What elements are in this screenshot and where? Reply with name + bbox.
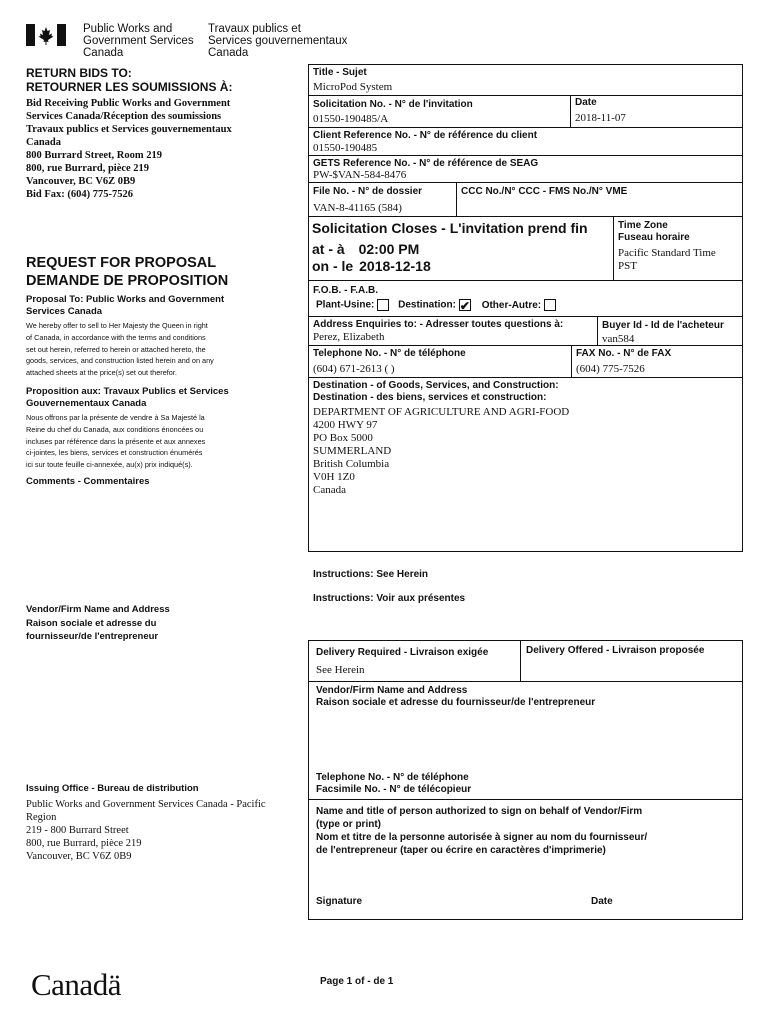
vendor-facsimile-label: Facsimile No. - N° de télécopieur (316, 784, 472, 795)
offer-text-french (26, 412, 205, 471)
title-label: Title - Sujet (313, 67, 367, 78)
vendor-firm-label-line: Raison sociale et adresse du fournisseur/de l'entrepreneur (316, 697, 596, 708)
page-number: Page 1 of - de 1 (320, 976, 394, 987)
offer-line: set out herein, referred to herein or attached hereto, the (26, 344, 206, 354)
destination-line: PO Box 5000 (313, 432, 373, 444)
tz-value-line: Pacific Standard Time (618, 247, 716, 259)
issuing-line: 800, rue Burrard, pièce 219 (26, 838, 142, 849)
fob-plant-checkbox[interactable] (377, 299, 389, 311)
title-value: MicroPod System (313, 81, 393, 93)
authorized-person-label (316, 805, 647, 857)
address-line: 800, rue Burrard, pièce 219 (26, 163, 150, 174)
closing-time-value: 02:00 PM (358, 241, 420, 257)
fax-label: FAX No. - N° de FAX (576, 348, 672, 359)
buyer-id-value: van584 (602, 333, 635, 345)
authorized-person-field[interactable] (312, 860, 740, 890)
dept-en-line: Public Works and (83, 23, 173, 35)
closing-time (312, 241, 419, 258)
destination-line: V0H 1Z0 (313, 471, 355, 483)
fob-destination-checkbox[interactable]: ✔ (459, 299, 470, 313)
proposal-to-line: Proposal To: Public Works and Government (26, 294, 225, 305)
return-bids-address (26, 97, 232, 201)
bid-fax-line: Bid Fax: (604) 775-7526 (26, 189, 134, 200)
offer-line: We hereby offer to sell to Her Majesty the Queen in right (26, 321, 208, 330)
destination-line: 4200 HWY 97 (313, 419, 378, 431)
tz-label-line: Fuseau horaire (618, 232, 690, 243)
issuing-line: Region (26, 812, 57, 823)
address-line: Bid Receiving Public Works and Government (26, 98, 231, 109)
ccc-fms-label: CCC No./N° CCC - FMS No./N° VME (461, 186, 628, 197)
solicitation-no-label: Solicitation No. - N° de l'invitation (313, 99, 473, 110)
destination-label-line: Destination - of Goods, Services, and Construction: (313, 380, 559, 391)
file-no-value: VAN-8-41165 (584) (313, 202, 402, 214)
canada-wordmark: Canadä (31, 967, 121, 1002)
vendor-line: Raison sociale et adresse du (26, 617, 157, 629)
offer-text-english (26, 320, 214, 379)
auth-line: Nom et titre de la personne autorisée à signer au nom du fournisseur/ (316, 832, 648, 843)
department-name-french (208, 23, 347, 59)
vendor-label-left (26, 603, 170, 644)
dept-en-line: Canada (83, 47, 124, 59)
issuing-line: 219 - 800 Burrard Street (26, 825, 129, 836)
offre-line: ici sur toute feuille ci-annexée, au(x) prix indiqué(s). (26, 460, 193, 470)
destination-address (313, 406, 569, 497)
fob-other-label: Other-Autre: (481, 299, 542, 311)
tz-value-line: PST (618, 260, 637, 272)
offer-line: of Canada, in accordance with the terms and conditions (26, 332, 206, 342)
return-bids-fr: RETOURNER LES SOUMISSIONS À: (26, 80, 233, 94)
telephone-label: Telephone No. - N° de téléphone (313, 348, 466, 359)
vendor-firm-label-line: Vendor/Firm Name and Address (316, 685, 468, 696)
offre-line: Reine du chef du Canada, aux conditions énoncées ou (26, 424, 204, 434)
address-line: 800 Burrard Street, Room 219 (26, 150, 162, 161)
destination-label-line: Destination - des biens, services et construction: (313, 392, 547, 403)
offre-line: ci-jointes, les biens, services et construction énumérés (26, 448, 203, 458)
offer-line: attached sheets at the price(s) set out therefor. (26, 368, 177, 378)
solicitation-no-value: 01550-190485/A (313, 113, 389, 125)
department-name-english (83, 23, 194, 59)
solicitation-closes-title: Solicitation Closes - L'invitation prend fin (312, 220, 588, 236)
client-reference-label: Client Reference No. - N° de référence du client (313, 130, 538, 141)
vendor-phone-fax-label (316, 772, 471, 796)
return-bids-title (26, 66, 232, 94)
issuing-line: Vancouver, BC V6Z 0B9 (26, 851, 132, 862)
dept-fr-line: Canada (208, 47, 249, 59)
closing-date (312, 258, 431, 275)
fob-other-checkbox[interactable] (544, 299, 556, 311)
fob-options (316, 299, 562, 312)
tz-label-line: Time Zone (618, 220, 668, 231)
proposition-line: Proposition aux: Travaux Publics et Services (26, 386, 229, 397)
rfp-title-fr: DEMANDE DE PROPOSITION (26, 273, 229, 289)
gets-reference-label: GETS Reference No. - N° de référence de SEAG (313, 158, 539, 169)
vendor-firm-field[interactable] (312, 712, 740, 768)
instructions-french: Instructions: Voir aux présentes (313, 593, 466, 604)
auth-line: Name and title of person authorized to sign on behalf of Vendor/Firm (316, 806, 643, 817)
address-enquiries-label: Address Enquiries to: - Adresser toutes questions à: (313, 319, 564, 330)
date-value: 2018-11-07 (575, 112, 626, 124)
issuing-office-label: Issuing Office - Bureau de distribution (26, 783, 199, 794)
fax-value: (604) 775-7526 (576, 363, 645, 375)
fob-label: F.O.B. - F.A.B. (313, 285, 378, 296)
auth-line: de l'entrepreneur (taper ou écrire en caractères d'imprimerie) (316, 845, 606, 856)
offre-line: Nous offrons par la présente de vendre à Sa Majesté la (26, 413, 205, 422)
fob-plant-label: Plant-Usine: (316, 299, 375, 311)
file-no-label: File No. - N° de dossier (313, 186, 423, 197)
destination-line: DEPARTMENT OF AGRICULTURE AND AGRI-FOOD (313, 406, 570, 418)
destination-line: Canada (313, 484, 346, 496)
address-enquiries-value: Perez, Elizabeth (313, 331, 385, 343)
delivery-offered-field[interactable] (522, 658, 740, 678)
rfp-title-en: REQUEST FOR PROPOSAL (26, 255, 217, 271)
dept-fr-line: Travaux publics et (208, 23, 301, 35)
vendor-line: Vendor/Firm Name and Address (26, 604, 170, 615)
delivery-offered-label: Delivery Offered - Livraison proposée (526, 645, 705, 656)
signature-field[interactable] (312, 908, 740, 918)
comments-label: Comments - Commentaires (26, 476, 150, 487)
rfp-title (26, 254, 228, 290)
dept-en-line: Government Services (83, 35, 194, 47)
closing-date-value: 2018-12-18 (359, 258, 431, 274)
delivery-required-value: See Herein (316, 664, 365, 676)
address-line: Canada (26, 137, 62, 148)
time-zone-value (618, 247, 716, 273)
vendor-firm-label (316, 685, 595, 709)
date-label: Date (575, 97, 597, 108)
canada-flag-icon (26, 24, 66, 46)
offer-line: goods, services, and construction listed herein and on any (26, 356, 214, 366)
signature-label: Signature (316, 896, 363, 907)
time-zone-label (618, 220, 690, 244)
delivery-required-label: Delivery Required - Livraison exigée (316, 647, 489, 658)
destination-label (313, 380, 559, 404)
issuing-line: Public Works and Government Services Canada - Pacific (26, 799, 266, 810)
issuing-office-address (26, 798, 266, 863)
destination-line: British Columbia (313, 458, 390, 470)
telephone-value: (604) 671-2613 ( ) (313, 363, 395, 375)
buyer-id-label: Buyer Id - Id de l'acheteur (602, 320, 724, 331)
address-line: Vancouver, BC V6Z 0B9 (26, 176, 136, 187)
on-label: on - le (312, 258, 354, 274)
fob-destination-label: Destination: (398, 299, 456, 311)
vendor-line: fournisseur/de l'entrepreneur (26, 631, 159, 642)
client-reference-value: 01550-190485 (313, 142, 378, 154)
auth-line: (type or print) (316, 819, 381, 830)
proposition-line: Gouvernementaux Canada (26, 397, 147, 409)
instructions-english: Instructions: See Herein (313, 569, 429, 580)
proposal-to (26, 294, 224, 317)
destination-line: SUMMERLAND (313, 445, 392, 457)
return-bids-en: RETURN BIDS TO: (26, 66, 132, 80)
vendor-telephone-label: Telephone No. - N° de téléphone (316, 772, 469, 783)
address-line: Travaux publics et Services gouvernementaux (26, 124, 232, 135)
proposition-aux (26, 386, 229, 409)
gets-reference-value: PW-$VAN-584-8476 (313, 169, 407, 181)
signature-date-label: Date (591, 896, 613, 907)
proposal-to-line: Services Canada (26, 305, 103, 317)
dept-fr-line: Services gouvernementaux (208, 35, 348, 47)
address-line: Services Canada/Réception des soumissions (26, 111, 222, 122)
at-label: at - à (312, 241, 345, 257)
offre-line: incluses par référence dans la présente et aux annexes (26, 436, 206, 446)
